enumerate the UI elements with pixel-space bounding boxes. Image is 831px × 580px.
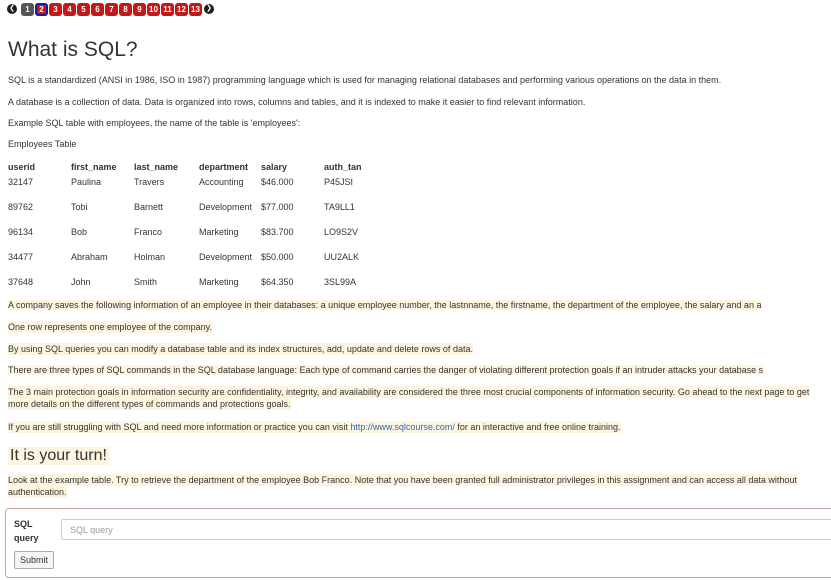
table-row [4,173,366,198]
cell-department: Marketing [199,227,239,237]
cell-department: Development [199,252,253,262]
sql-query-label-line1: SQL [14,519,33,529]
cell-userid: 96134 [8,227,34,237]
table-row [4,248,366,273]
submit-button[interactable]: Submit [14,551,54,569]
lesson-pagination [7,1,218,17]
sql-query-label [14,517,39,545]
cell-last-name: Franco [134,227,163,237]
note-row-employee [8,322,212,332]
page-button-9[interactable]: 9 [133,3,146,16]
page-buttons [21,3,203,16]
cell-auth-tan: UU2ALK [324,252,360,262]
cell-salary: $46.000 [261,177,294,187]
note-command-types-text: There are three types of SQL commands in the SQL database language: Each type of command carries the danger of violating different protection goals if an intruder attacks your database s [8,365,764,375]
cell-first-name: Tobi [71,202,88,212]
cell-first-name: Paulina [71,177,102,187]
note-help [8,422,621,432]
cell-last-name: Barnett [134,202,164,212]
cell-userid: 89762 [8,202,34,212]
table-header-row [4,160,366,173]
note-sql-queries-text: By using SQL queries you can modify a database table and its index structures, add, update and delete rows of data. [8,344,473,354]
cell-auth-tan: TA9LL1 [324,202,355,212]
page-button-3[interactable]: 3 [49,3,62,16]
cell-userid: 32147 [8,177,34,187]
column-header-auth-tan: auth_tan [324,161,362,172]
task-description [8,474,831,500]
table-row [4,223,366,248]
sqlcourse-link[interactable]: http://www.sqlcourse.com/ [350,422,455,432]
page-button-1[interactable]: 1 [21,3,34,16]
cell-auth-tan: 3SL99A [324,277,357,287]
turn-heading: It is your turn! [10,447,107,464]
note-help-suffix: for an interactive and free online training. [454,422,621,432]
cell-auth-tan: LO9S2V [324,227,359,237]
page-button-7[interactable]: 7 [105,3,118,16]
note-command-types [8,365,831,375]
table-row [4,198,366,223]
cell-last-name: Smith [134,277,158,287]
sql-query-form [5,508,831,578]
cell-last-name: Holman [134,252,166,262]
note-company-info-text: A company saves the following information of an employee in their databases: a unique employee number, the lastnname, the firstname, the department of the employee, the salary and an a [8,300,762,310]
chevron-right-icon[interactable]: ❯ [204,4,214,14]
cell-salary: $77.000 [261,202,294,212]
page-button-2[interactable]: 2 [35,3,48,16]
table-row [4,273,366,298]
cell-auth-tan: P45JSI [324,177,354,187]
cell-salary: $50.000 [261,252,294,262]
employees-table [4,160,366,298]
page-button-11[interactable]: 11 [161,3,174,16]
column-header-first-name: first_name [71,161,117,172]
page-button-8[interactable]: 8 [119,3,132,16]
intro-paragraph-example: Example SQL table with employees, the name of the table is 'employees': [8,118,301,128]
sql-query-label-line2: query [14,533,39,543]
note-help-box [8,421,621,433]
chevron-left-icon[interactable]: ❮ [7,4,17,14]
column-header-last-name: last_name [134,161,179,172]
task-description-text: Look at the example table. Try to retrieve the department of the employee Bob Franco. Note that you have been granted full administrator privileges in this assignment and can access all data without authentication. [8,475,797,497]
column-header-salary: salary [261,161,288,172]
cell-userid: 37648 [8,277,34,287]
cell-department: Development [199,202,253,212]
cell-salary: $83.700 [261,227,294,237]
page-button-13[interactable]: 13 [189,3,202,16]
cell-first-name: John [71,277,91,287]
page-button-6[interactable]: 6 [91,3,104,16]
cell-salary: $64.350 [261,277,294,287]
intro-paragraph-sql: SQL is a standardized (ANSI in 1986, ISO in 1987) programming language which is used for managing relational databases and performing various operations on the data in them. [8,75,722,85]
note-company-info [8,300,831,310]
note-row-employee-text: One row represents one employee of the company. [8,322,212,332]
note-help-prefix: If you are still struggling with SQL and need more information or practice you can visit [8,422,351,432]
cell-last-name: Travers [134,177,165,187]
page-button-12[interactable]: 12 [175,3,188,16]
cell-department: Marketing [199,277,239,287]
column-header-userid: userid [8,161,36,172]
column-header-department: department [199,161,249,172]
note-sql-queries [8,344,473,354]
table-caption: Employees Table [8,139,77,149]
note-protection-goals-text: The 3 main protection goals in information security are confidentiality, integrity, and availability are considered the three most crucial components of information security. Go ahead to the next page to get more details on the different types of commands and protections goals. [8,387,810,409]
cell-department: Accounting [199,177,244,187]
cell-userid: 34477 [8,252,34,262]
page-title: What is SQL? [8,38,138,61]
note-protection-goals [8,386,823,412]
sql-query-input[interactable] [61,519,831,540]
cell-first-name: Abraham [71,252,108,262]
page-button-4[interactable]: 4 [63,3,76,16]
cell-first-name: Bob [71,227,88,237]
page-button-5[interactable]: 5 [77,3,90,16]
page-button-10[interactable]: 10 [147,3,160,16]
intro-paragraph-database: A database is a collection of data. Data is organized into rows, columns and tables, and it is indexed to make it easier to find relevant information. [8,97,586,107]
